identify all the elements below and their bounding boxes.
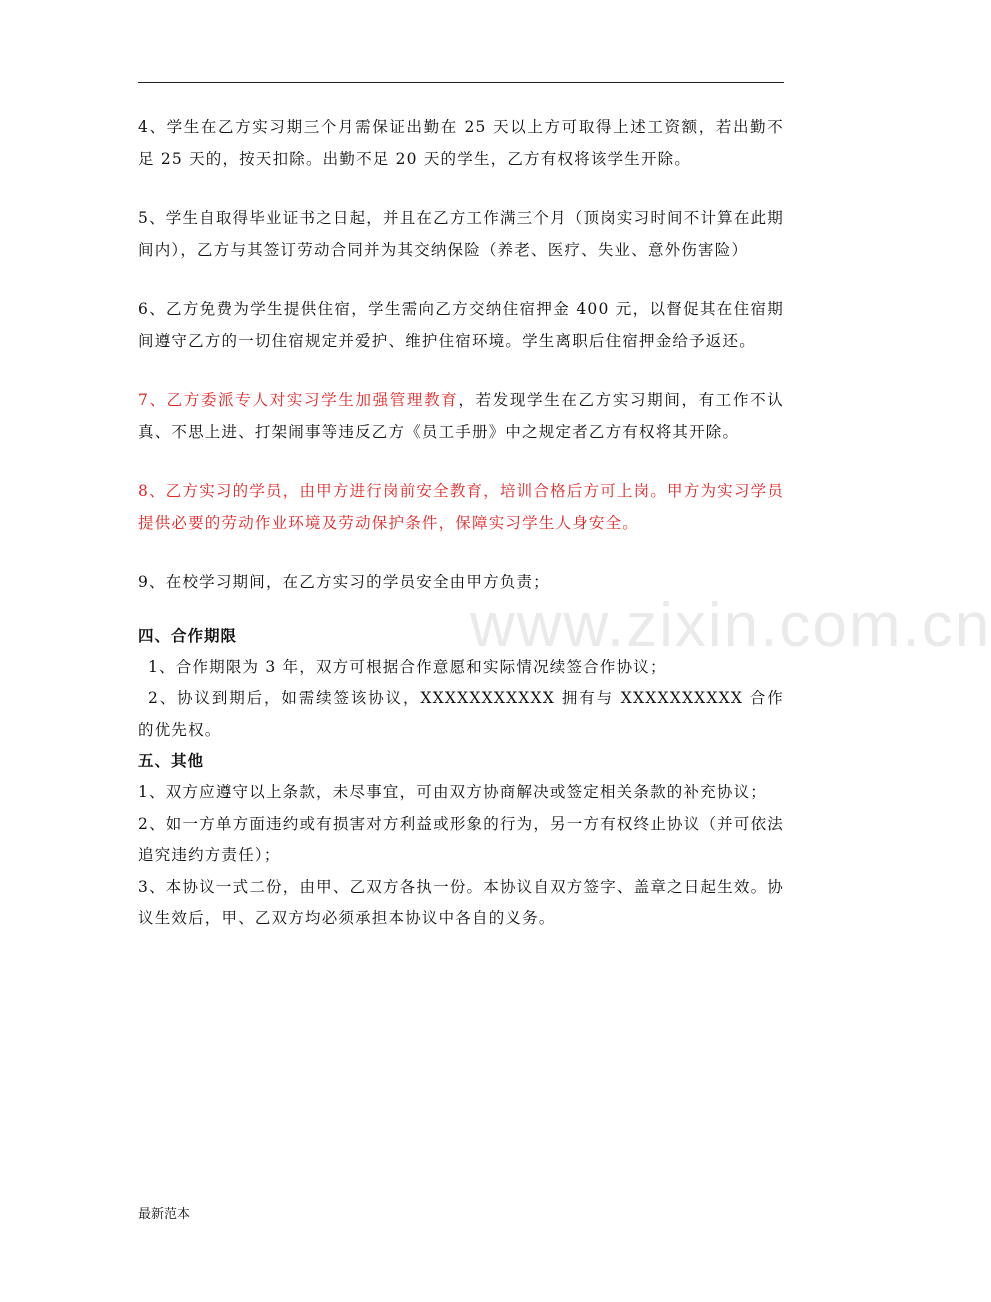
clause-4: 4、学生在乙方实习期三个月需保证出勤在 25 天以上方可取得上述工资额，若出勤不足 25 天的，按天扣除。出勤不足 20 天的学生，乙方有权将该学生开除。	[138, 118, 784, 168]
clause-6: 6、乙方免费为学生提供住宿，学生需向乙方交纳住宿押金 400 元，以督促其在住宿期间遵守乙方的一切住宿规定并爱护、维护住宿环境。学生离职后住宿押金给予返还。	[138, 300, 784, 350]
watermark: www.zixin.com.cn	[470, 591, 991, 660]
section-5-heading: 五、其他	[138, 752, 205, 770]
section-5-item-3: 3、本协议一式二份，由甲、乙双方各执一份。本协议自双方签字、盖章之日起生效。协议生效后，甲、乙双方均必须承担本协议中各自的义务。	[138, 877, 784, 927]
document-body	[138, 112, 784, 935]
clause-7	[138, 385, 784, 448]
clause-5: 5、学生自取得毕业证书之日起，并且在乙方工作满三个月（顶岗实习时间不计算在此期间内），乙方与其签订劳动合同并为其交纳保险（养老、医疗、失业、意外伤害险）	[138, 209, 784, 259]
clause-7-rest: ，若发现学生在乙方实习期间，有工作不认真、不思上进、打架闹事等违反乙方《员工手册》中之规定者乙方有权将其开除。	[138, 391, 784, 441]
section-5-item-2: 2、如一方单方面违约或有损害对方利益或形象的行为，另一方有权终止协议（并可依法追究违约方责任）；	[138, 814, 784, 864]
clause-7-emphasis: 7、乙方委派专人对实习学生加强管理教育	[138, 391, 459, 409]
section-4-item-2: 2、协议到期后，如需续签该协议，XXXXXXXXXXX 拥有与 XXXXXXXXXX 合作的优先权。	[138, 689, 784, 739]
section-4-item-1: 1、合作期限为 3 年，双方可根据合作意愿和实际情况续签合作协议；	[148, 657, 667, 676]
page-footer: 最新范本	[138, 1207, 191, 1222]
section-4-heading: 四、合作期限	[138, 626, 238, 645]
clause-9: 9、在校学习期间，在乙方实习的学员安全由甲方负责；	[138, 573, 550, 591]
clause-8: 8、乙方实习的学员，由甲方进行岗前安全教育，培训合格后方可上岗。甲方为实习学员提供必要的劳动作业环境及劳动保护条件，保障实习学生人身安全。	[138, 482, 784, 532]
section-5-item-1: 1、双方应遵守以上条款，未尽事宜，可由双方协商解决或签定相关条款的补充协议；	[138, 783, 767, 801]
header-rule	[138, 82, 784, 83]
